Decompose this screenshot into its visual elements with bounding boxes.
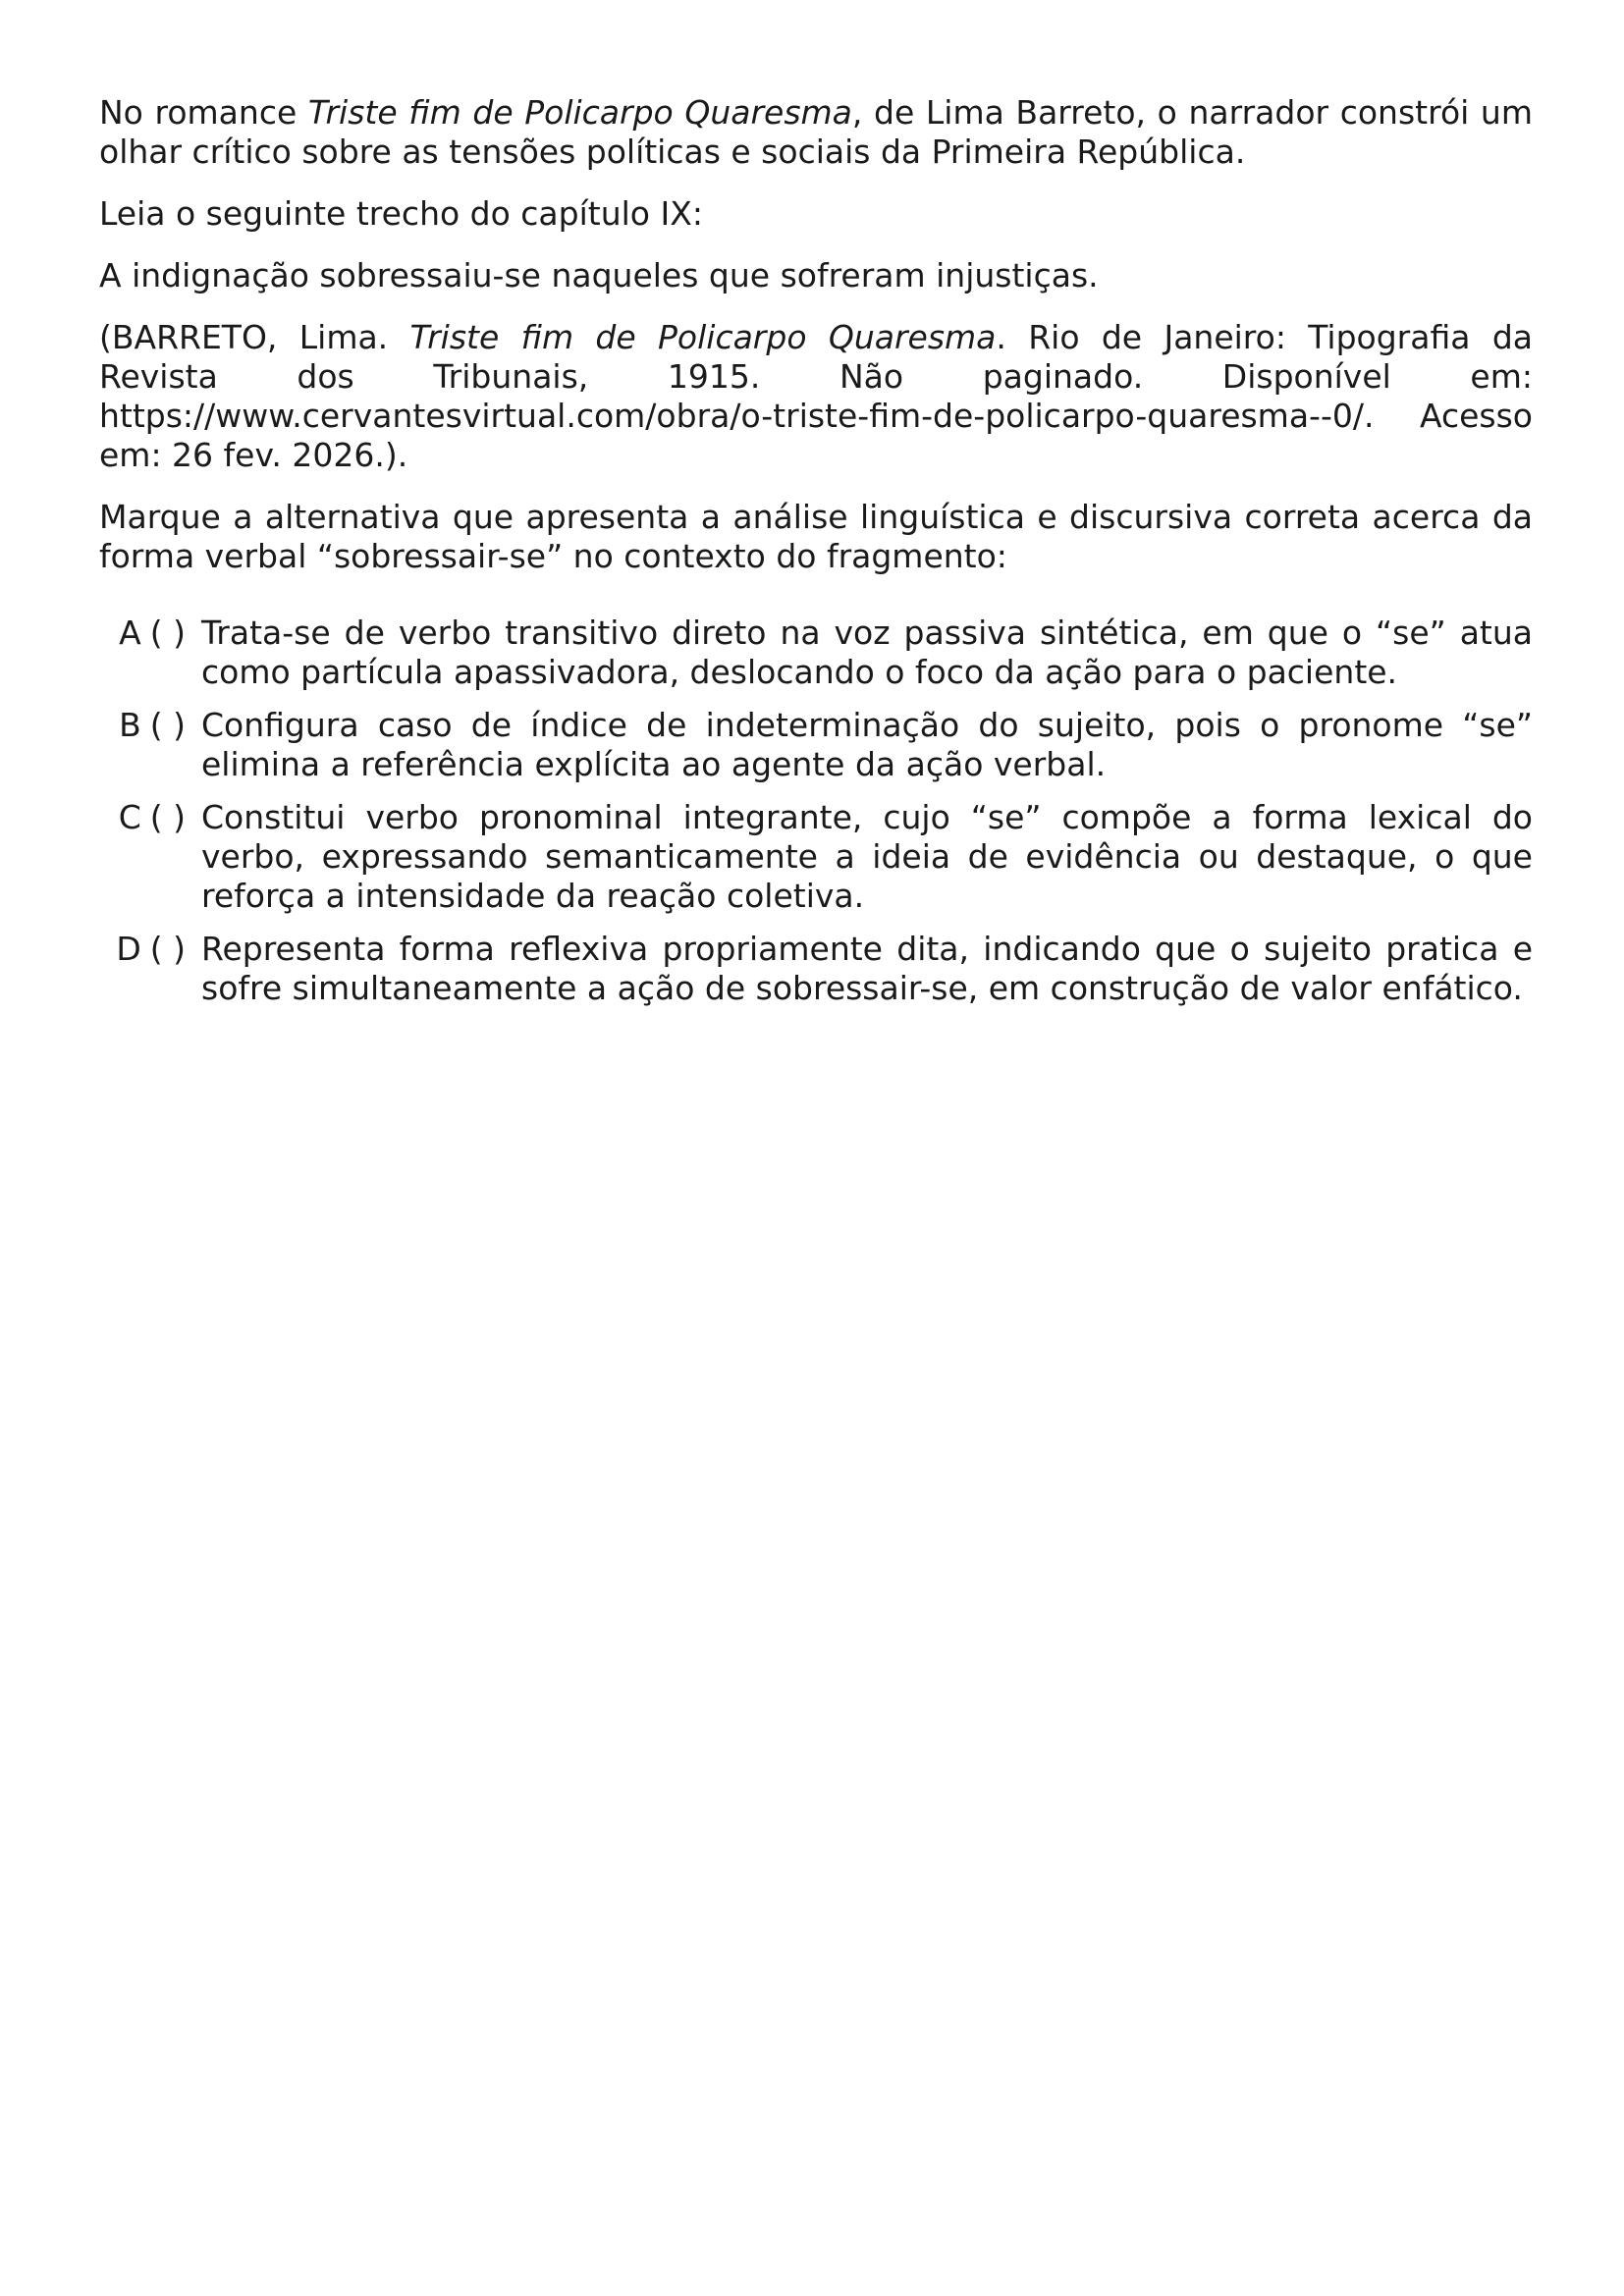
citation-before: (BARRETO, Lima.	[99, 318, 410, 356]
citation-after: . Rio de Janeiro: Tipografia da Revista dos Tribunais, 1915. Não paginado. Disponível em: https://www.cervantesvirtual.com/obra/o-triste-fim-de-policarpo-quaresma--0/. Acesso em: 26 fev. 2026.).	[99, 318, 1533, 474]
options-list	[99, 614, 1533, 1008]
option-d-letter: D	[116, 930, 141, 968]
question-stem: Marque a alternativa que apresenta a análise linguística e discursiva correta acerca da forma verbal “sobressair-se” no contexto do fragmento:	[99, 498, 1533, 575]
instruction-text: Leia o seguinte trecho do capítulo IX:	[99, 194, 703, 233]
option-d-marker[interactable]: ( )	[149, 930, 186, 968]
option-a-marker[interactable]: ( )	[149, 614, 186, 652]
option-d-text: Representa forma reflexiva propriamente dita, indicando que o sujeito pratica e sofre simultaneamente a ação de sobressair-se, em construção de valor enfático.	[201, 930, 1533, 1007]
option-b-marker[interactable]: ( )	[149, 706, 186, 744]
intro-paragraph	[99, 93, 1533, 172]
option-a-letter: A	[119, 614, 141, 652]
option-c-text: Constitui verbo pronominal integrante, cujo “se” compõe a forma lexical do verbo, expressando semanticamente a ideia de evidência ou destaque, o que reforça a intensidade da reação coletiva.	[201, 798, 1533, 915]
option-b-letter: B	[119, 706, 141, 744]
option-b[interactable]	[99, 706, 1533, 784]
option-b-label	[99, 706, 186, 784]
option-c-marker[interactable]: ( )	[149, 798, 186, 836]
option-a-text: Trata-se de verbo transitivo direto na voz passiva sintética, em que o “se” atua como partícula apassivadora, deslocando o foco da ação para o paciente.	[201, 614, 1533, 691]
option-d-label	[99, 930, 186, 1008]
excerpt-text: A indignação sobressaiu-se naqueles que sofreram injustiças.	[99, 256, 1099, 294]
option-c-letter: C	[118, 798, 141, 836]
citation-book-title: Triste fim de Policarpo Quaresma	[409, 318, 997, 356]
option-c-label	[99, 798, 186, 916]
question-page	[99, 93, 1533, 1022]
intro-book-title: Triste fim de Policarpo Quaresma	[307, 93, 852, 132]
intro-after: , de Lima Barreto, o narrador constrói um olhar crítico sobre as tensões políticas e sociais da Primeira República.	[99, 93, 1533, 171]
option-a[interactable]	[99, 614, 1533, 692]
citation-paragraph	[99, 318, 1533, 475]
intro-before: No romance	[99, 93, 308, 132]
option-b-text: Configura caso de índice de indeterminação do sujeito, pois o pronome “se” elimina a referência explícita ao agente da ação verbal.	[201, 706, 1533, 783]
option-d[interactable]	[99, 930, 1533, 1008]
option-a-label	[99, 614, 186, 692]
option-c[interactable]	[99, 798, 1533, 916]
